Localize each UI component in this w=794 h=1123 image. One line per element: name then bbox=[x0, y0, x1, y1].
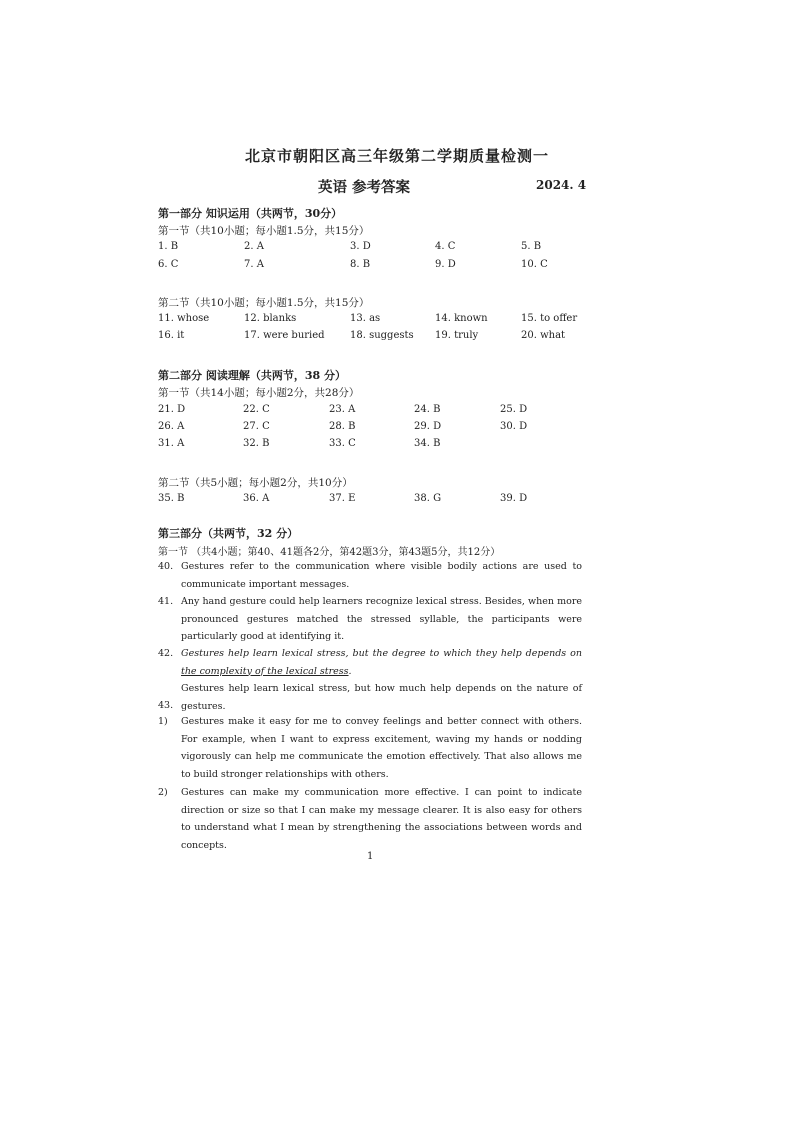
answer-41 bbox=[158, 593, 582, 646]
answer-row bbox=[158, 404, 598, 420]
answer-row bbox=[158, 330, 598, 346]
answer-item: 39. D bbox=[500, 493, 528, 504]
answer-item: 19. truly bbox=[435, 330, 479, 341]
answer-item: 25. D bbox=[500, 404, 528, 415]
exam-date: 2024. 4 bbox=[536, 178, 587, 192]
answer-item: 22. C bbox=[243, 404, 270, 415]
answer-item: 24. B bbox=[414, 404, 441, 415]
answer-item: 9. D bbox=[435, 259, 456, 270]
answer-43-item-2 bbox=[158, 784, 582, 854]
answer-item: 5. B bbox=[521, 241, 542, 252]
answer-43-item-1 bbox=[158, 713, 582, 783]
answer-item: 6. C bbox=[158, 259, 179, 270]
part3-heading: 第三部分（共两节，32 分） bbox=[158, 527, 299, 540]
answer-item: 11. whose bbox=[158, 313, 210, 324]
part1-section2-heading: 第二节（共10小题；每小题1.5分，共15分） bbox=[158, 297, 370, 309]
answer-item: 16. it bbox=[158, 330, 185, 341]
corrected-sentence: Gestures help learn lexical stress, but how much help depends on the nature of gestures. bbox=[181, 683, 582, 712]
answer-item: 2. A bbox=[244, 241, 264, 252]
answer-item: 15. to offer bbox=[521, 313, 578, 324]
part2-heading: 第二部分 阅读理解（共两节，38 分） bbox=[158, 369, 346, 382]
answer-item: 20. what bbox=[521, 330, 566, 341]
answer-item: 27. C bbox=[243, 421, 270, 432]
document-title: 北京市朝阳区高三年级第二学期质量检测一 bbox=[244, 147, 549, 165]
item-number: 2) bbox=[158, 787, 168, 798]
answer-item: 3. D bbox=[350, 241, 371, 252]
answer-42 bbox=[158, 645, 582, 715]
question-number: 40. bbox=[158, 561, 174, 572]
answer-item: 31. A bbox=[158, 438, 185, 449]
question-number: 42. bbox=[158, 648, 174, 659]
answer-item: 34. B bbox=[414, 438, 441, 449]
answer-item: 10. C bbox=[521, 259, 548, 270]
answer-item: 14. known bbox=[435, 313, 488, 324]
answer-row bbox=[158, 421, 598, 437]
answer-item: 29. D bbox=[414, 421, 442, 432]
item-number: 1) bbox=[158, 716, 168, 727]
answer-item: 26. A bbox=[158, 421, 185, 432]
answer-item: 30. D bbox=[500, 421, 528, 432]
answer-item: 32. B bbox=[243, 438, 270, 449]
answer-row bbox=[158, 493, 598, 509]
answer-item: 38. G bbox=[414, 493, 442, 504]
answer-row bbox=[158, 313, 598, 329]
part1-heading: 第一部分 知识运用（共两节，30分） bbox=[158, 207, 343, 220]
sentence-end: . bbox=[348, 665, 352, 677]
answer-row bbox=[158, 241, 598, 257]
answer-text: Gestures make it easy for me to convey feelings and better connect with others. For example, when I want to express excitement, waving my hands or nodding vigorously can help me communicate the emotion effectively. That also allows me to build stronger relationships with others. bbox=[181, 716, 582, 780]
answer-item: 18. suggests bbox=[350, 330, 414, 341]
part1-section1-heading: 第一节（共10小题；每小题1.5分，共15分） bbox=[158, 225, 370, 237]
answer-item: 7. A bbox=[244, 259, 264, 270]
part3-section1-heading: 第一节 （共4小题；第40、41题各2分，第42题3分，第43题5分，共12分） bbox=[158, 547, 501, 558]
answer-item: 37. E bbox=[329, 493, 356, 504]
part2-section2-heading: 第二节（共5小题；每小题2分，共10分） bbox=[158, 477, 353, 489]
underlined-error: the complexity of the lexical stress bbox=[181, 665, 349, 677]
answer-row bbox=[158, 259, 598, 275]
sentence-text: Gestures help learn lexical stress, but the degree to which they help depends on bbox=[181, 648, 582, 659]
answer-text: Gestures can make my communication more effective. I can point to indicate direction or size so that I can make my message clearer. It is also easy for others to understand what I mean by strengthening the associations between words and concepts. bbox=[181, 787, 582, 851]
answer-item: 36. A bbox=[243, 493, 270, 504]
question-number: 43. bbox=[158, 700, 174, 711]
question-number: 41. bbox=[158, 596, 174, 607]
answer-item: 8. B bbox=[350, 259, 371, 270]
document-subtitle: 英语 参考答案 bbox=[318, 179, 411, 196]
part2-section1-heading: 第一节（共14小题；每小题2分，共28分） bbox=[158, 387, 360, 399]
answer-item: 4. C bbox=[435, 241, 456, 252]
answer-40 bbox=[158, 558, 582, 593]
incorrect-sentence bbox=[181, 645, 582, 680]
answer-item: 28. B bbox=[329, 421, 356, 432]
answer-item: 12. blanks bbox=[244, 313, 297, 324]
answer-item: 35. B bbox=[158, 493, 185, 504]
answer-item: 33. C bbox=[329, 438, 356, 449]
answer-item: 21. D bbox=[158, 404, 186, 415]
answer-item: 13. as bbox=[350, 313, 381, 324]
answer-text: Any hand gesture could help learners recognize lexical stress. Besides, when more pronounced gestures matched the stressed syllable, the participants were particularly good at identifying it. bbox=[181, 596, 582, 642]
answer-item: 23. A bbox=[329, 404, 356, 415]
answer-item: 17. were buried bbox=[244, 330, 325, 341]
answer-item: 1. B bbox=[158, 241, 179, 252]
page-number: 1 bbox=[367, 851, 374, 862]
answer-text: Gestures refer to the communication where visible bodily actions are used to communicate important messages. bbox=[181, 561, 582, 590]
answer-row bbox=[158, 438, 598, 454]
